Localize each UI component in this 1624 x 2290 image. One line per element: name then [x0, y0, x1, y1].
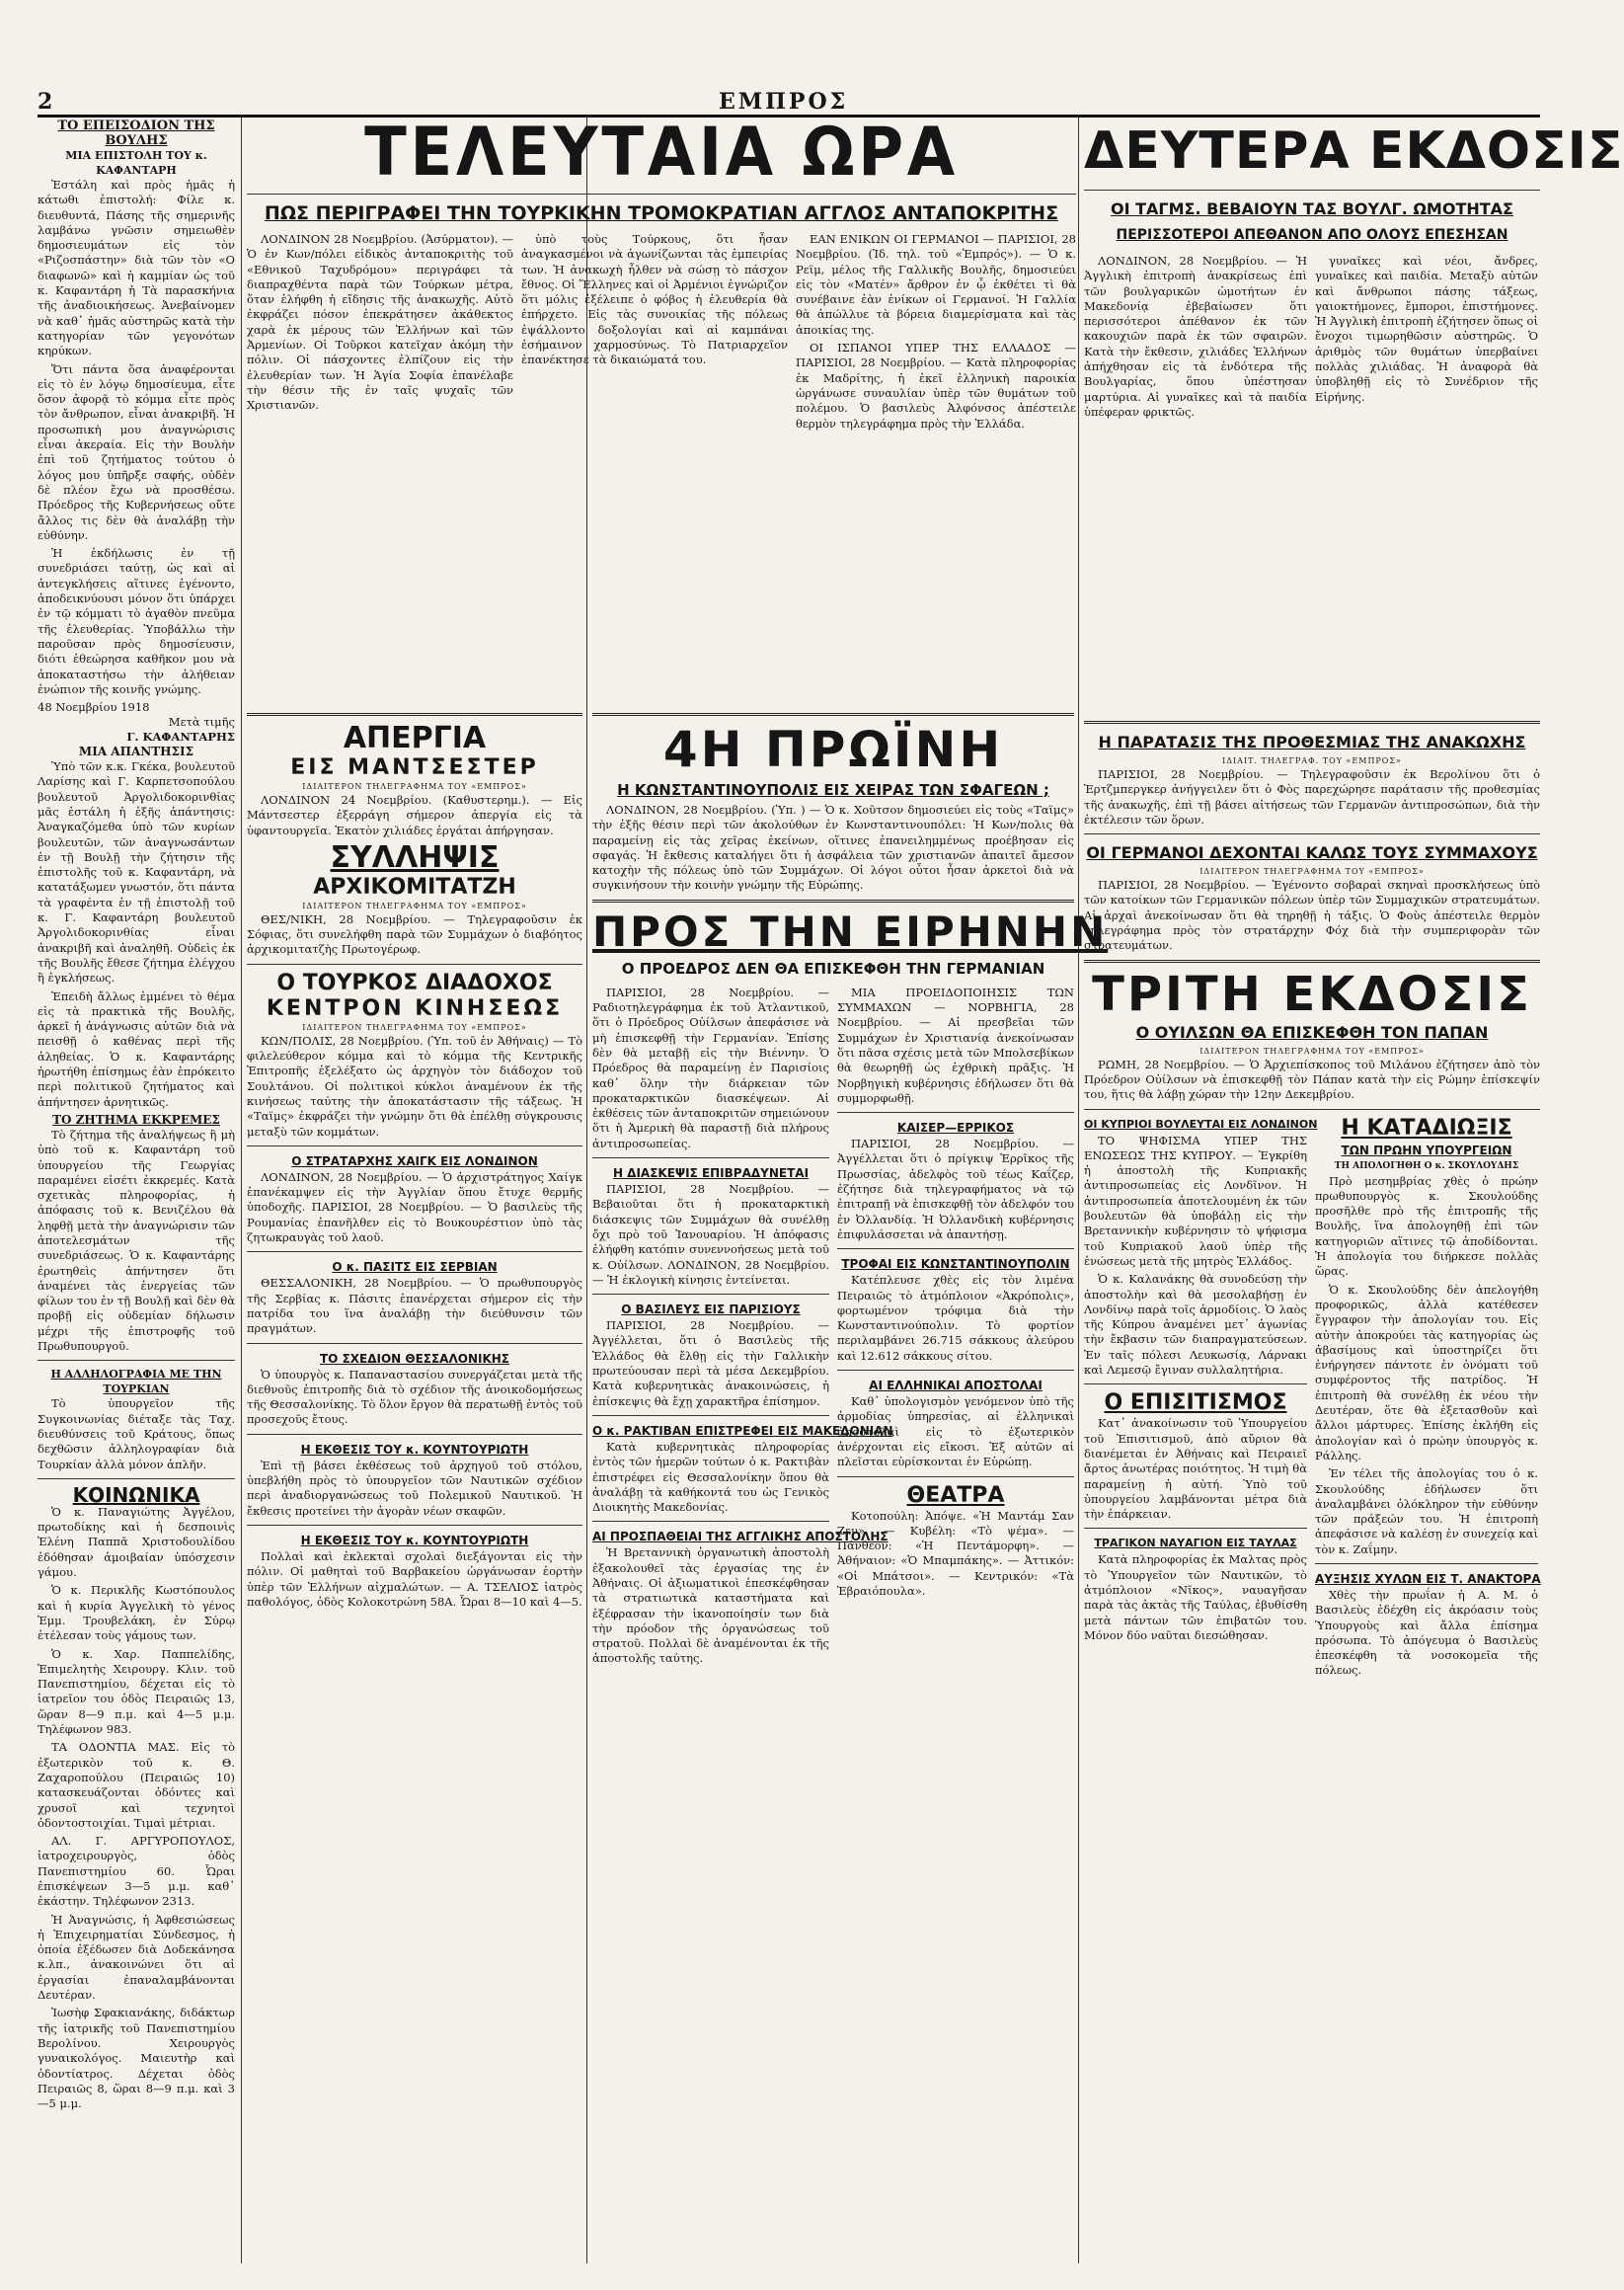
signature-name: Γ. ΚΑΦΑΝΤΑΡΗΣ — [126, 730, 235, 745]
social-item: ΤΑ ΟΔΟΝΤΙΑ ΜΑΣ. Εἰς τὸ ἐξωτερικὸν τοῦ κ. Θ. Ζαχαροπούλου (Πειραιῶς 10) κατασκευάζονται ὀδόντες καὶ χρυσοῖ καὶ τεχνητοὶ ὁδοντοστοιχίαι. Τιμαὶ μέτριαι. — [38, 1740, 235, 1830]
article-paragraph: Τὸ ὑπουργεῖον τῆς Συγκοινωνίας διέταξε τὰς Ταχ. διευθύνσεις τοῦ Κράτους, ὅπως δεχθῶσιν ἀλληλογραφίαν διὰ Τουρκίαν ἀλλὰ μόνον ἁπλῆν. — [38, 1396, 235, 1471]
subarticle-headline: Ο κ. ΡΑΚΤΙΒΑΝ ΕΠΙΣΤΡΕΦΕΙ ΕΙΣ ΜΑΚΕΔΟΝΙΑΝ — [592, 1423, 893, 1438]
article-paragraph: ΠΑΡΙΣΙΟΙ, 28 Νοεμβρίου. — Τηλεγραφοῦσιν ἐκ Βερολίνου ὅτι ὁ Ἐρτζμπεργκερ ἀνήγγειλεν ὅτι ὁ Φὸς παρεχώρησε παράτασιν τῆς προθεσμίας τῆς ἀνακωχῆς, ἐπὶ τῇ βάσει αἰτήσεως τῶν Γερμανῶν ἀντιπροσώπων, διὰ τὴν ἐκτέλεσιν τῶν ὅρων. — [1084, 767, 1540, 827]
issue-headline: ΤΟ ΖΗΤΗΜΑ ΕΚΚΡΕΜΕΣ — [52, 1112, 220, 1127]
article-paragraph: Πρὸ μεσημβρίας χθὲς ὁ πρώην πρωθυπουργὸς κ. Σκουλούδης προσῆλθε πρὸ τῆς ἐπιτροπῆς τῆς Βουλῆς, ἵνα ἀπολογηθῇ ἐπὶ τῶν κατηγοριῶν αἵτινες τῷ ἀποδίδονται. Ἡ ἀπολογία του διήρκεσε πολλὰς ὥρας. — [1315, 1173, 1538, 1279]
article-paragraph: Χθὲς τὴν πρωΐαν ἡ Α. Μ. ὁ Βασιλεὺς ἐδέχθη εἰς ἀκρόασιν τοὺς Ὑπουργοὺς καὶ ἄλλα ἐπίσημα πρόσωπα. Τὸ ἀπόγευμα ὁ Βασιλεὺς ἐπεσκέφθη τὰ νοσοκομεῖα τῆς πόλεως. — [1315, 1587, 1538, 1678]
article-paragraph: Ἐν τέλει τῆς ἀπολογίας του ὁ κ. Σκουλούδης ἐδήλωσεν ὅτι ἀναλαμβάνει ὁλόκληρον τὴν εὐθύνην τῶν πράξεών του. Ἡ ἐπιτροπὴ ἀπεφάσισε νὰ καλέσῃ ἐν συνεχείᾳ καὶ τὸν κ. Ζαΐμην. — [1315, 1466, 1538, 1556]
divider — [592, 713, 1074, 716]
article-paragraph: ΛΟΝΔΙΝΟΝ 28 Νοεμβρίου. (Ἀσύρματον). — Ὁ ἐν Κων/πόλει εἰδικὸς ἀνταποκριτὴς τοῦ «Εθνικοῦ Ταχυδρόμου» περιγράφει τὰ διαπραχθέντα παρὰ τῶν Τούρκων μέτρα, ὅταν ἐλήφθη ἡ εἴδησις τῆς ἀνακωχῆς. Αὐτὸ ἐκφράζει πόσον ἐπεκράτησεν ἀκάθεκτος χαρὰ ἐκ μέρους τῶν Ἑλλήνων καὶ τῶν Ἀρμενίων. Οἱ Τοῦρκοι κατεῖχαν ἀκόμη τὴν πόλιν. Οἱ πάσχοντες ἐλπίζουν εἰς τὴν ἐλευθερίαν των. Ἡ Ἁγία Σοφία ἐπανέλαβε τὴν θέσιν τῆς ἐν ταῖς ψυχαῖς τῶν Χριστιανῶν. — [247, 232, 513, 413]
fourth-morning-subhead: Η ΚΩΝΣΤΑΝΤΙΝΟΥΠΟΛΙΣ ΕΙΣ ΧΕΙΡΑΣ ΤΩΝ ΣΦΑΓΕΩΝ ; — [617, 781, 1049, 799]
article-paragraph: Καθ᾽ ὑπολογισμὸν γενόμενον ὑπὸ τῆς ἁρμοδίας ὑπηρεσίας, αἱ ἑλληνικαὶ ἀποστολαὶ εἰς τὸ ἐξωτερικὸν ἀνέρχονται εἰς εἴκοσι. Ἐξ αὐτῶν αἱ πλεῖσται εὑρίσκονται ἐν Εὐρώπῃ. — [837, 1394, 1074, 1469]
divider — [1084, 833, 1540, 834]
divider — [1084, 1383, 1307, 1384]
paper-name: ΕΜΠΡΟΣ — [719, 89, 849, 115]
divider — [247, 1145, 582, 1146]
subarticle-headline: ΤΡΑΓΙΚΟΝ ΝΑΥΑΓΙΟΝ ΕΙΣ ΤΑΥΛΑΣ — [1094, 1537, 1297, 1550]
subarticle-headline: Ο κ. ΠΑΣΙΤΣ ΕΙΣ ΣΕΡΒΙΑΝ — [332, 1260, 498, 1275]
third-edition-subhead: Ο ΟΥΙΛΣΩΝ ΘΑ ΕΠΙΣΚΕΦΘΗ ΤΟΝ ΠΑΠΑΝ — [1135, 1022, 1489, 1042]
peace-subhead: Ο ΠΡΟΕΔΡΟΣ ΔΕΝ ΘΑ ΕΠΙΣΚΕΦΘΗ ΤΗΝ ΓΕΡΜΑΝΙΑΝ — [621, 959, 1045, 978]
second-edition-section — [1084, 118, 1624, 711]
article-paragraph: Ἡ Βρεταννικὴ ὀργανωτικὴ ἀποστολὴ ἐξακολουθεῖ τὰς ἐργασίας της ἐν Ἀθήναις. Οἱ ἀξιωματικοὶ ἐπεσκέφθησαν τὰ στρατιωτικὰ καταστήματα καὶ ἐξέφρασαν τὴν ἱκανοποίησίν των διὰ τὴν πρόοδον τῆς ὀργανώσεως τοῦ στρατοῦ. Πολλαὶ δὲ ἀναμένονται ἐκ τῆς ἀποστολῆς ταύτης. — [592, 1545, 829, 1666]
subarticle-headline: ΑΙ ΠΡΟΣΠΑΘΕΙΑΙ ΤΗΣ ΑΓΓΛΙΚΗΣ ΑΠΟΣΤΟΛΗΣ — [592, 1530, 889, 1544]
subarticle-headline: Ο ΣΤΡΑΤΑΡΧΗΣ ΧΑΙΓΚ ΕΙΣ ΛΟΝΔΙΝΟΝ — [291, 1153, 538, 1168]
last-hour-subhead: ΠΩΣ ΠΕΡΙΓΡΑΦΕΙ ΤΗΝ ΤΟΥΡΚΙΚΗΝ ΤΡΟΜΟΚΡΑΤΙΑΝ ΑΓΓΛΟΣ ΑΝΤΑΠΟΚΡΙΤΗΣ — [264, 202, 1059, 224]
divider — [1084, 721, 1540, 724]
divider — [592, 900, 1074, 903]
divider — [592, 1521, 829, 1522]
divider — [1315, 1563, 1538, 1564]
prosecution-subhead-2: ΤΗ ΑΠΟΛΟΓΗΘΗ Ο κ. ΣΚΟΥΛΟΥΔΗΣ — [1334, 1160, 1519, 1171]
article-paragraph: Τὸ ζήτημα τῆς ἀναλήψεως ἢ μὴ ὑπὸ τοῦ κ. Καφαντάρη τοῦ ὑπουργείου τῆς Γεωργίας παραμένει εἰσέτι ἐκκρεμές. Κατὰ σχετικὰς πληροφορίας, ἡ ἀπόφασις τοῦ κ. Βενιζέλου θὰ ληφθῇ μετὰ τὴν ἀναγνώρισιν τῶν ἀποτελεσμάτων τῆς συνεδριάσεως. Ὁ κ. Καφαντάρης ἐρωτηθεὶς ἀπήντησεν ὅτι ἀναμένει τὰς ἐνεργείας τῶν φίλων του ἐν τῇ Βουλῇ καὶ δὲν θὰ προβῇ εἰς οὐδεμίαν δήλωσιν μέχρι τῆς ἐπιστροφῆς τοῦ Πρωθυπουργοῦ. — [38, 1127, 235, 1354]
article-paragraph: ΛΟΝΔΙΝΟΝ, 28 Νοεμβρίου. — Ὁ ἀρχιστράτηγος Χαίγκ ἐπανέκαμψεν εἰς τὴν Ἀγγλίαν ὅπου ἔτυχε θερμῆς ὑποδοχῆς. ΠΑΡΙΣΙΟΙ, 28 Νοεμβρίου. — Ὁ βασιλεὺς τῆς Ρουμανίας ἐπανῆλθεν εἰς τὸ Βουκουρέστιον ὑπὸ τὰς ζητωκραυγὰς τοῦ λαοῦ. — [247, 1169, 582, 1245]
column-rule — [1078, 117, 1079, 2263]
article-paragraph: Κατὰ πληροφορίας ἐκ Μαλτας πρὸς τὸ Ὑπουργεῖον τῶν Ναυτικῶν, τὸ ἀτμόπλοιον «Νῖκος», ναυαγῆσαν παρὰ τὰς ἀκτὰς τῆς Ταύλας, ἐβυθίσθη μετὰ πάντων τῶν ἐπιβατῶν του. Μόνον δύο ναῦται διεσώθησαν. — [1084, 1552, 1307, 1642]
divider — [592, 1294, 829, 1295]
divider — [247, 964, 582, 965]
article-paragraph: Ἐπὶ τῇ βάσει ἐκθέσεως τοῦ ἀρχηγοῦ τοῦ στόλου, ὑπεβλήθη πρὸς τὸ ὑπουργεῖον τῶν Ναυτικῶν σχέδιον περὶ ἀναδιοργανώσεως τοῦ Πολεμικοῦ Ναυτικοῦ. Ἡ ἔκθεσις προτείνει τὴν ἀγορὰν νέων σκαφῶν. — [247, 1458, 582, 1518]
divider — [837, 1248, 1074, 1249]
article-paragraph: ΕΑΝ ΕΝΙΚΩΝ ΟΙ ΓΕΡΜΑΝΟΙ — ΠΑΡΙΣΙΟΙ, 28 Νοεμβρίου. (Ἰδ. τηλ. τοῦ «Ἐμπρός»). — Ὁ κ. Ρεϊμ, μέλος τῆς Γαλλικῆς Βουλῆς, δημοσιεύει εἰς τὸν «Ματέν» ἄρθρον ἐν ᾧ ἐκθέτει τὶ θὰ συνέβαινε ἐὰν ἐνίκων οἱ Γερμανοί. Ἡ Γαλλία θὰ ἀπώλλυε τὰ βόρεια διαμερίσματα καὶ τὰς ἀποικίας της. — [796, 232, 1076, 337]
column-3 — [592, 707, 1109, 2263]
divider — [38, 1478, 235, 1479]
reply-headline: ΜΙΑ ΑΠΑΝΤΗΣΙΣ — [78, 745, 194, 759]
provisioning-headline: Ο ΕΠΙΣΙΤΙΣΜΟΣ — [1104, 1390, 1287, 1416]
article-paragraph: ΟΙ ΙΣΠΑΝΟΙ ΥΠΕΡ ΤΗΣ ΕΛΛΑΔΟΣ — ΠΑΡΙΣΙΟΙ, 28 Νοεμβρίου. — Κατὰ πληροφορίας ἐκ Μαδρίτης, ἡ ἐκεῖ ἑλληνικὴ παροικία ὠργάνωσε συναυλίαν ὑπὲρ τῶν θυμάτων τοῦ πολέμου. Ὁ βασιλεὺς Ἀλφόνσος ἀπέστειλε θερμὸν τηλεγράφημα πρὸς τὴν Ἑλλάδα. — [796, 341, 1076, 431]
armistice-headline: Η ΠΑΡΑΤΑΣΙΣ ΤΗΣ ΠΡΟΘΕΣΜΙΑΣ ΤΗΣ ΑΝΑΚΩΧΗΣ — [1098, 733, 1526, 751]
turk-headline: Ο ΤΟΥΡΚΟΣ ΔΙΑΔΟΧΟΣ — [276, 970, 553, 995]
social-item: Ὁ κ. Περικλῆς Κωστόπουλος καὶ ἡ κυρία Ἀγγελικὴ τὸ γένος Ἐμμ. Τρουβελάκη, ἐν Σύρῳ ἐτέλεσαν τοὺς γάμους των. — [38, 1583, 235, 1643]
article-paragraph: ΛΟΝΔΙΝΟΝ 24 Νοεμβρίου. (Καθυστερημ.). — Εἰς Μάντσεστερ ἐξερράγη σήμερον ἀπεργία εἰς τὰ ὑφαντουργεῖα. Ἑκατὸν χιλιάδες ἐργάται ἀπήργησαν. — [247, 793, 582, 837]
wire-credit: ΙΔΙΑΙΤΕΡΟΝ ΤΗΛΕΓΡΑΦΗΜΑ ΤΟΥ «ΕΜΠΡΟΣ» — [1199, 1046, 1425, 1056]
social-item: Ἰωσὴφ Σφακιανάκης, διδάκτωρ τῆς ἰατρικῆς τοῦ Πανεπιστημίου Βερολίνου. Χειρουργὸς γυναικολόγος. Μαιευτὴρ καὶ ὁδοντίατρος. Δέχεται ὁδὸς Πειραιῶς 8, ὥραι 8—9 π.μ. καὶ 3—5 μ.μ. — [38, 2006, 235, 2111]
article-paragraph: ΠΑΡΙΣΙΟΙ, 28 Νοεμβρίου. — Βεβαιοῦται ὅτι ἡ προκαταρκτικὴ διάσκεψις τῶν Συμμάχων θὰ συνέλθῃ ὄχι πρὸ τοῦ Ἰανουαρίου. Ἡ ἀπόφασις ἐλήφθη κατόπιν συνεννοήσεως μετὰ τοῦ κ. Οὐίλσων. ΛΟΝΔΙΝΟΝ, 28 Νοεμβρίου. — Ἡ ἐκλογικὴ κίνησις ἐντείνεται. — [592, 1182, 829, 1287]
divider — [837, 1476, 1074, 1477]
article-subhead: ΜΙΑ ΕΠΙΣΤΟΛΗ ΤΟΥ κ. ΚΑΦΑΝΤΑΡΗ — [65, 149, 207, 177]
social-headline: ΚΟΙΝΩΝΙΚΑ — [72, 1482, 200, 1507]
divider — [247, 1434, 582, 1435]
arrest-subhead: ΑΡΧΙΚΟΜΙΤΑΤΖΗ — [313, 874, 516, 900]
divider — [1084, 1528, 1307, 1529]
article-paragraph: Κατ᾽ ἀνακοίνωσιν τοῦ Ὑπουργείου τοῦ Ἐπισιτισμοῦ, ἀπὸ αὔριον θὰ διανέμεται ἐν Ἀθήναις καὶ Πειραιεῖ ἄρτος ἀνωτέρας ποιότητος. Ἡ τιμὴ θὰ παραμείνῃ ἡ αὐτή. Ὑπὸ τοῦ ὑπουργείου λαμβάνονται μέτρα διὰ τὴν ἐπάρκειαν. — [1084, 1416, 1307, 1522]
divider — [592, 1415, 829, 1416]
column-4 — [1084, 715, 1540, 2263]
last-hour-headline: ΤΕΛΕΥΤΑΙΑ ΩΡΑ — [364, 114, 959, 192]
article-paragraph: γυναῖκες καὶ νέοι, ἄνδρες, γυναῖκες καὶ παιδία. Μεταξὺ αὐτῶν καὶ ἄνθρωποι πάσης τάξεως, γαιοκτήμονες, ἔμποροι, ἐπιστήμονες. Ἡ Ἀγγλικὴ ἐπιτροπὴ ἐζήτησεν ὅπως οἱ ἔνοχοι τιμωρηθῶσιν αὐστηρῶς. Ὁ ἀριθμὸς τῶν θυμάτων ὑπερβαίνει πολλὰς χιλιάδας. Ἡ ἀναφορὰ θὰ ὑποβληθῇ εἰς τὸ Συνέδριον τῆς Εἰρήνης. — [1315, 254, 1538, 404]
divider — [247, 1251, 582, 1252]
article-paragraph: Ὁ κ. Καλανάκης θὰ συνοδεύσῃ τὴν ἀποστολὴν καὶ θὰ μεσολαβήσῃ ἐν Λονδίνῳ παρὰ τοῖς ἀρμοδίοις. Ὁ λαὸς τῆς Κύπρου ἀναμένει μετ᾽ ἀγωνίας τὴν ἔκβασιν τῶν διαπραγματεύσεων. Ἐν ταῖς πόλεσι Λευκωσίᾳ, Λάρνακι καὶ Λεμεσῷ ἔγιναν συλλαλητήρια. — [1084, 1272, 1307, 1378]
column-rule — [241, 117, 242, 2263]
article-paragraph: Ὁ ὑπουργὸς κ. Παπαναστασίου συνεργάζεται μετὰ τῆς διεθνοῦς ἐπιτροπῆς διὰ τὸ σχέδιον τῆς ἀνοικοδομήσεως τῆς Θεσσαλονίκης. Τὸ ὅλον ἔργον θὰ περατωθῇ ἐντὸς τοῦ προσεχοῦς ἔτους. — [247, 1367, 582, 1427]
column-1 — [38, 117, 235, 2263]
article-paragraph: ΤΟ ΨΗΦΙΣΜΑ ΥΠΕΡ ΤΗΣ ΕΝΩΣΕΩΣ ΤΗΣ ΚΥΠΡΟΥ. — Ἐγκρίθη ἡ ἀποστολὴ τῆς Κυπριακῆς ἀντιπροσωπείας εἰς Λονδῖνον. Ἡ ἀντιπροσωπεία ἀποτελουμένη ἐκ τῶν βουλευτῶν θὰ ὑποβάλῃ εἰς τὴν Βρεταννικὴν κυβέρνησιν τὸ ψήφισμα τοῦ Κυπριακοῦ λαοῦ ὑπὲρ τῆς ἑνώσεως μετὰ τῆς μητρὸς Ἑλλάδος. — [1084, 1133, 1307, 1268]
subarticle-headline: ΤΡΟΦΑΙ ΕΙΣ ΚΩΝΣΤΑΝΤΙΝΟΥΠΟΛΙΝ — [841, 1257, 1070, 1272]
social-item: Ὁ κ. Χαρ. Παππελίδης, Ἐπιμελητὴς Χειρουργ. Κλιν. τοῦ Πανεπιστημίου, δέχεται εἰς τὸ ἰατρεῖον του ὁδὸς Πειραιῶς 13, ὥραν 8—9 π.μ. καὶ 4—5 μ.μ. Τηλέφωνον 983. — [38, 1646, 235, 1737]
divider — [1084, 1109, 1540, 1110]
divider — [38, 1360, 235, 1361]
article-paragraph: Πολλαὶ καὶ ἐκλεκταὶ σχολαὶ διεξάγονται εἰς τὴν πόλιν. Οἱ μαθηταὶ τοῦ Βαρβακείου ὠργάνωσαν ἑορτὴν ὑπὲρ τῶν Ἑλλήνων αἰχμαλώτων. — Α. ΤΣΕΛΙΟΣ ἰατρὸς παθολόγος, ὁδὸς Κολοκοτρώνη 58Α. Ὧραι 8—10 καὶ 4—5. — [247, 1548, 582, 1609]
article-paragraph: ΜΙΑ ΠΡΟΕΙΔΟΠΟΙΗΣΙΣ ΤΩΝ ΣΥΜΜΑΧΩΝ — ΝΟΡΒΗΓΙΑ, 28 Νοεμβρίου. — Αἱ πρεσβεῖαι τῶν Συμμάχων ἐν Χριστιανίᾳ ἀνεκοίνωσαν ὅτι πᾶσα σχέσις μετὰ τῶν Μπολσεβίκων θὰ θεωρηθῇ ὡς ἐχθρικὴ πρᾶξις. Ἡ Νορβηγικὴ κυβέρνησις ἐδήλωσεν ὅτι θὰ συμμορφωθῇ. — [837, 985, 1074, 1105]
wire-credit: ΙΔΙΑΙΤ. ΤΗΛΕΓΡΑΦ. ΤΟΥ «ΕΜΠΡΟΣ» — [1222, 756, 1402, 765]
article-paragraph: Ὑπὸ τῶν κ.κ. Γκέκα, βουλευτοῦ Λαρίσης καὶ Γ. Καρπετσοπούλου βουλευτοῦ Ἀργολιδοκορινθίας μᾶς ἐστάλη ἡ ἑξῆς ἀπάντησις: Ἀναγκαζόμεθα ὑπὸ τῶν κυρίων βουλευτῶν, τῶν ἀναγνωσάντων ἐν τῇ Βουλῇ τὴν ζήτησιν τῆς ἐπιστολῆς τοῦ κ. Καφαντάρη, νὰ κατατάξωμεν γνωστόν, ὅτι πάντα τὰ γραφέντα ἐν τῇ ἐπιστολῇ τοῦ κ. Γ. Καφαντάρη βουλευτοῦ Ἀργολιδοκορινθίας εἶναι ἀνακριβῆ καὶ ἀναληθῆ. Οὐδεὶς ἐκ τῆς Βουλῆς ἔθεσε ζήτημα ἐλέγχου ἢ ἐγκλήσεως. — [38, 759, 235, 986]
newspaper-page — [38, 95, 1624, 2263]
subarticle-headline: Η ΔΙΑΣΚΕΨΙΣ ΕΠΙΒΡΑΔΥΝΕΤΑΙ — [612, 1166, 810, 1181]
divider — [1084, 960, 1540, 963]
strike-headline: ΑΠΕΡΓΙΑ — [343, 721, 487, 755]
article-paragraph: Ἐπειδὴ ἄλλως ἐμμένει τὸ θέμα εἰς τὰ πρακτικὰ τῆς Βουλῆς, ἀρκεῖ ἡ ἀνάγνωσις αὐτῶν διὰ νὰ πεισθῇ ὁ καθένας περὶ τῆς ἀληθείας. Ὁ κ. Καφαντάρης ἠρωτήθη ἐπίσημως ἐὰν ἐπρόκειτο περὶ πολιτικοῦ ζητήματος καὶ ἀπήντησεν ἀρνητικῶς. — [38, 988, 235, 1109]
page-number: 2 — [38, 89, 53, 115]
subarticle-headline: Ο ΒΑΣΙΛΕΥΣ ΕΙΣ ΠΑΡΙΣΙΟΥΣ — [621, 1303, 801, 1317]
article-paragraph: Ἡ ἐκδήλωσις ἐν τῇ συνεδριάσει ταύτῃ, ὡς καὶ αἱ ἀντεγκλήσεις αἵτινες ἐγένοντο, ἀποδεικνύουσι μόνον ὅτι ὑπάρχει ἐν τῷ κόμματι τὸ ἀγαθὸν πνεῦμα τῆς ἐλευθερίας. Ὑποβάλλω τὴν παροῦσαν πρὸς δημοσίευσιν, διότι ἐθεώρησα καθῆκον μου νὰ ἀποκαταστήσω τὴν ἀλήθειαν ἐνώπιον τῆς κοινῆς γνώμης. — [38, 546, 235, 696]
subarticle-headline: ΚΑΙΣΕΡ—ΕΡΡΙΚΟΣ — [896, 1121, 1015, 1136]
last-hour-section — [247, 114, 1076, 701]
article-paragraph: ΠΑΡΙΣΙΟΙ, 28 Νοεμβρίου. — Ραδιοτηλεγράφημα ἐκ τοῦ Ἀτλαντικοῦ, ὅτι ὁ Πρόεδρος Οὐίλσων ἀπεφάσισε νὰ μὴ ἐπισκεφθῇ τὴν Γερμανίαν. Ἐπίσης δὲν θὰ μεταβῇ εἰς τὴν Βιέννην. Ὁ Πρόεδρος θὰ παραμείνῃ ἐν Παρισίοις καθ᾽ ὅλην τὴν διάρκειαν τῶν προκαταρκτικῶν διασκέψεων. Αἱ ἐκθέσεις τῶν ἀνταποκριτῶν σημειώνουν ὅτι ἡ Ἀμερικὴ θὰ παραστῇ διὰ πλήρους ἀντιπροσωπείας. — [592, 985, 829, 1150]
wire-credit: ΙΔΙΑΙΤΕΡΟΝ ΤΗΛΕΓΡΑΦΗΜΑ ΤΟΥ «ΕΜΠΡΟΣ» — [302, 1022, 527, 1032]
divider — [247, 1343, 582, 1344]
article-paragraph: ΚΩΝ/ΠΟΛΙΣ, 28 Νοεμβρίου. (Ὑπ. τοῦ ἐν Ἀθήναις) — Τὸ φιλελεύθερον κόμμα καὶ τὸ κόμμα τῆς Κεντρικῆς Ἐπιτροπῆς ἐξελέξατο ὡς ἀρχηγὸν τὸν διάδοχον τοῦ Σουλτάνου. Οἱ πολιτικοὶ κύκλοι ἀναμένουν ἐκ τῆς κινήσεως ταύτης τὴν ἀποκατάστασιν τῆς τάξεως. Ἡ «Ταϊμς» ἐκφράζει τὴν γνώμην ὅτι θὰ ἐπέλθῃ σύγκρουσις μεταξὺ τῶν κομμάτων. — [247, 1033, 582, 1139]
article-paragraph: Ἐστάλη καὶ πρὸς ἡμᾶς ἡ κάτωθι ἐπιστολή: Φίλε κ. διευθυντά, Πάσης τῆς σημερινῆς λαμβάνω γνῶσιν σημειωθὲν δημοσιευμάτων εἰς τὸν «Ριζοσπάστην» διὰ τῶν τὸν «Ο διαφωνῶ» καὶ ἡ καμμίαν ὡς τοῦ κ. Καφαντάρη ἡ Τὰ παρασκήνια τῆς ἀναδιοικήσεως. Ἀνεβαίνομεν νὰ καθ᾽ ἡμᾶς αὐστηρῶς κατὰ τὴν κατηγορίαν τῶν γεγονότων κηρύκων. — [38, 178, 235, 358]
divider — [837, 1112, 1074, 1113]
turk-subhead: ΚΕΝΤΡΟΝ ΚΙΝΗΣΕΩΣ — [266, 995, 564, 1021]
article-paragraph: Ὅτι πάντα ὅσα ἀναφέρονται εἰς τὸ ἐν λόγῳ δημοσίευμα, εἶτε ὅσον ἀφορᾷ τὸ κόμμα εἶτε πρὸς τὸν ἄνθρωπον, εἶναι ἀνακριβῆ. Ἡ προσωπικὴ μου ἀναγνώρισις εἶναι ἀκεραία. Εἰς τὴν Βουλὴν ἐπὶ τοῦ ζητήματος τούτου ὁ λόγος μου ὑπῆρξε σαφής, οὐδὲν δὲ πλέον ἔχω νὰ προσθέσω. Πρόεδρος τῆς Κυβερνήσεως οὔτε ἄλλος τις δὲν θὰ ἀναλάβῃ τὴν εὐθύνην. — [38, 361, 235, 542]
prosecution-headline: Η ΚΑΤΑΔΙΩΞΙΣ — [1341, 1115, 1512, 1141]
subarticle-headline: ΤΟ ΣΧΕΔΙΟΝ ΘΕΣΣΑΛΟΝΙΚΗΣ — [320, 1351, 509, 1366]
second-edition-subhead-2: ΠΕΡΙΣΣΟΤΕΡΟΙ ΑΠΕΘΑΝΟΝ ΑΠΟ ΟΛΟΥΣ ΕΠΕΣΗΣΑΝ — [1116, 227, 1508, 243]
divider — [592, 1157, 829, 1158]
arrest-headline: ΣΥΛΛΗΨΙΣ — [330, 839, 500, 875]
wire-credit: ΙΔΙΑΙΤΕΡΟΝ ΤΗΛΕΓΡΑΦΗΜΑ ΤΟΥ «ΕΜΠΡΟΣ» — [302, 782, 527, 791]
article-paragraph: ΘΕΣ/ΝΙΚΗ, 28 Νοεμβρίου. — Τηλεγραφοῦσιν ἐκ Σόφιας, ὅτι συνελήφθη παρὰ τῶν Συμμάχων ὁ διαβόητος ἀρχικομιτατζὴς Πρωτογέρωφ. — [247, 911, 582, 957]
article-paragraph: ΛΟΝΔΙΝΟΝ, 28 Νοεμβρίου. (Ὑπ. ) — Ὁ κ. Χοῦτσον δημοσιεύει εἰς τοὺς «Ταϊμς» τὴν ἑξῆς θέσιν περὶ τῶν ἀκολούθων ἐν Κωνσταντινουπόλει: Ἡ Κων/πολις θὰ παραμείνῃ εἰς τὰς χεῖρας ἐκείνων, οἵτινες ἐπανειλημμένως προέβησαν εἰς σφαγάς. Ἡ ἔκθεσις καταλήγει ὅτι ἡ ἀσφάλεια τῶν χριστιανῶν ἀπαιτεῖ ἄμεσον κατοχὴν τῆς πόλεως ὑπὸ τῶν Συμμάχων. Οἱ λόγοι οὗτοι ἦσαν ἀρκετοὶ διὰ νὰ συγκινήσουν τὴν κοινὴν γνώμην τῆς Εὐρώπης. — [592, 803, 1074, 893]
subarticle-headline: ΑΥΞΗΣΙΣ ΧΥΛΩΝ ΕΙΣ Τ. ΑΝΑΚΤΟΡΑ — [1315, 1571, 1541, 1586]
prosecution-subhead: ΤΩΝ ΠΡΩΗΝ ΥΠΟΥΡΓΕΙΩΝ — [1341, 1143, 1512, 1157]
article-paragraph: ΠΑΡΙΣΙΟΙ, 28 Νοεμβρίου. — Ἀγγέλλεται ὅτι ὁ πρίγκιψ Ἐρρῖκος τῆς Πρωσσίας, ἀδελφὸς τοῦ τέως Καΐζερ, ἐζήτησε διὰ τηλεγραφήματος νὰ τῷ ἐπιτραπῇ νὰ ἐπισκεφθῇ τὸν ἀδελφόν του ἐν Ὀλλανδίᾳ. Ἡ Ὀλλανδικὴ κυβέρνησις ἐπιφυλάσσεται νὰ ἀπαντήσῃ. — [837, 1137, 1074, 1241]
divider — [247, 194, 1076, 195]
column-2 — [247, 707, 582, 2263]
third-edition-headline: ΤΡΙΤΗ ΕΚΔΟΣΙΣ — [1092, 966, 1532, 1022]
theatre-headline: ΘΕΑΤΡΑ — [906, 1482, 1005, 1508]
article-headline: ΤΟ ΕΠΕΙΣΟΔΙΟΝ ΤΗΣ ΒΟΥΛΗΣ — [57, 118, 215, 148]
subarticle-headline: ΟΙ ΚΥΠΡΙΟΙ ΒΟΥΛΕΥΤΑΙ ΕΙΣ ΛΟΝΔΙΝΟΝ — [1084, 1117, 1318, 1131]
fourth-morning-headline: 4Η ΠΡΩΪΝΗ — [662, 721, 1004, 778]
social-item: Ὁ κ. Παναγιώτης Ἀγγέλου, πρωτοδίκης καὶ ἡ δεσποινὶς Ἑλένη Παππᾶ Χριστοδουλίδου ἐδόθησαν ἀμοιβαίαν ὑπόσχεσιν γάμου. — [38, 1504, 235, 1580]
second-edition-subhead: ΟΙ ΤΑΓΜΣ. ΒΕΒΑΙΟΥΝ ΤΑΣ ΒΟΥΛΓ. ΩΜΟΤΗΤΑΣ — [1111, 199, 1513, 218]
article-paragraph: ὑπὸ τοὺς Τούρκους, ὅτι ἦσαν ἀναγκασμένοι νὰ ἀγωνίζωνται τὰς ἐμπειρίας των. Ἡ ἀνακωχὴ ἦλθεν νὰ σώσῃ τὸ πάσχον ἔθνος. Οἱ Ἕλληνες καὶ οἱ Ἀρμένιοι ἐγνώριζον ὅτι μόλις ἐξέλειπε ὁ φόβος ἡ ἐλευθερία θὰ ἐπήρχετο. Εἰς τὰς συνοικίας τῆς πόλεως ἐψάλλοντο δοξολογίαι καὶ αἱ καμπάναι ἐσήμαινον χαρμοσύνως. Τὸ Πατριαρχεῖον ἐπανέκτησε τὰ δικαιώματά του. — [521, 232, 788, 367]
divider — [837, 1370, 1074, 1371]
article-paragraph: ΠΑΡΙΣΙΟΙ, 28 Νοεμβρίου. — Ἐγένοντο σοβαραὶ σκηναὶ προσκλήσεως ὑπὸ τῶν κατοίκων τῶν Γερμανικῶν πόλεων ὑπὲρ τῶν Συμμαχικῶν στρατευμάτων. Αἱ ἀρχαὶ ἀνεκοίνωσαν ὅτι θὰ τηρηθῇ ἡ τάξις. Ὁ Φοὺς ἀπέστειλε θερμὸν τηλεγράφημα πρὸς τὸν στρατάρχην Φόχ διὰ τὴν συμπεριφορὰν τῶν στρατευμάτων. — [1084, 878, 1540, 953]
social-item: ΑΛ. Γ. ΑΡΓΥΡΟΠΟΥΛΟΣ, ἰατροχειρουργὸς, ὁδὸς Πανεπιστημίου 60. Ὧραι ἐπισκέψεων 3—5 μ.μ. καθ᾽ ἑκάστην. Τηλέφωνον 2313. — [38, 1834, 235, 1909]
germans-headline: ΟΙ ΓΕΡΜΑΝΟΙ ΔΕΧΟΝΤΑΙ ΚΑΛΩΣ ΤΟΥΣ ΣΥΜΜΑΧΟΥΣ — [1086, 843, 1538, 863]
article-paragraph: Ὁ κ. Σκουλούδης δὲν ἀπελογήθη προφορικῶς, ἀλλὰ κατέθεσεν ἔγγραφον τὴν ἀπολογίαν του. Εἰς αὐτὴν ἀποκρούει τὰς κατηγορίας ὡς ἀβασίμους καὶ ὑποστηρίζει ὅτι ἐνήργησεν πάντοτε ἐν ὀνόματι τοῦ συμφέροντος τῆς πατρίδος. Ἡ ἐπιτροπὴ θὰ συνέλθῃ ἐκ νέου τὴν Δευτέραν, ὅτε θὰ ἐξετασθοῦν καὶ ἄλλοι μάρτυρες. Ἐπίσης ἐκλήθη εἰς ἀπολογίαν καὶ ὁ πρώην ὑπουργὸς κ. Ράλλης. — [1315, 1282, 1538, 1462]
signature-date: 48 Νοεμβρίου 1918 — [38, 700, 150, 715]
divider — [1084, 190, 1540, 191]
peace-headline: ΠΡΟΣ ΤΗΝ ΕΙΡΗΝΗΝ — [592, 907, 1109, 956]
article-paragraph: ΛΟΝΔΙΝΟΝ, 28 Νοεμβρίου. — Ἡ Ἀγγλικὴ ἐπιτροπὴ ἀνακρίσεως ἐπὶ τῶν βουλγαρικῶν ὠμοτήτων ἐν Μακεδονίᾳ ἐβεβαίωσεν ὅτι περισσότεροι ἀπέθανον ἐκ τῶν κακουχιῶν παρὰ ἐκ τῶν σφαιρῶν. Κατὰ τὴν ἔκθεσιν, χιλιάδες Ἑλλήνων ἀπήχθησαν εἰς τὰ ἐνδότερα τῆς Βουλγαρίας, ὅπου ὑπέστησαν μαρτύρια. Αἱ γυναῖκες καὶ τὰ παιδία ὑπέφεραν φρικτῶς. — [1084, 254, 1307, 419]
article-paragraph: ΡΩΜΗ, 28 Νοεμβρίου. — Ὁ Ἀρχιεπίσκοπος τοῦ Μιλάνου ἐζήτησεν ἀπὸ τὸν Πρόεδρον Οὐίλσων νὰ ἐπισκεφθῇ τὸν Πάπαν κατὰ τὴν εἰς Ρώμην ἐπίσκεψίν του, ἥτις θὰ λάβῃ χώραν τὴν 12ην Δεκεμβρίου. — [1084, 1057, 1540, 1102]
divider — [247, 713, 582, 716]
article-paragraph: Κοτοπούλη: Ἀπόψε. «Ἡ Μαντάμ Σαν Ζεν». — Κυβέλη: «Τὸ ψέμα». — Πάνθεον: «Ἡ Πεντάμορφη». — Ἀθήναιον: «Ὁ Μπαμπάκης». — Ἀττικόν: «Οἱ Μπάτσοι». — Κεντρικόν: «Τὰ Ἑβραιόπουλα». — [837, 1508, 1074, 1598]
article-paragraph: Κατὰ κυβερνητικὰς πληροφορίας ἐντὸς τῶν ἡμερῶν τούτων ὁ κ. Ρακτιβὰν ἐπιστρέφει εἰς Θεσσαλονίκην ὅπου θὰ ἀναλάβῃ τὰ καθήκοντά του ὡς Γενικὸς Διοικητὴς Μακεδονίας. — [592, 1439, 829, 1515]
signature-greeting: Μετὰ τιμῆς — [168, 715, 235, 730]
article-paragraph: ΠΑΡΙΣΙΟΙ, 28 Νοεμβρίου. — Ἀγγέλλεται, ὅτι ὁ Βασιλεὺς τῆς Ἑλλάδος θὰ ἔλθῃ εἰς τὴν Γαλλικὴν πρωτεύουσαν περὶ τὰ μέσα Δεκεμβρίου. Κατὰ κυβερνητικὰς ἀνακοινώσεις, ἡ ἐπίσκεψις θὰ ἔχῃ χαρακτῆρα ἐπίσημον. — [592, 1318, 829, 1408]
wire-credit: ΙΔΙΑΙΤΕΡΟΝ ΤΗΛΕΓΡΑΦΗΜΑ ΤΟΥ «ΕΜΠΡΟΣ» — [302, 901, 527, 910]
correspondence-headline: Η ΑΛΛΗΛΟΓΡΑΦΙΑ ΜΕ ΤΗΝ ΤΟΥΡΚΙΑΝ — [50, 1368, 222, 1396]
strike-subhead: ΕΙΣ ΜΑΝΤΣΕΣΤΕΡ — [290, 755, 539, 780]
subarticle-headline: ΑΙ ΕΛΛΗΝΙΚΑΙ ΑΠΟΣΤΟΛΑΙ — [869, 1379, 1043, 1393]
wire-credit: ΙΔΙΑΙΤΕΡΟΝ ΤΗΛΕΓΡΑΦΗΜΑ ΤΟΥ «ΕΜΠΡΟΣ» — [1199, 867, 1425, 877]
article-paragraph: ΘΕΣΣΑΛΟΝΙΚΗ, 28 Νοεμβρίου. — Ὁ πρωθυπουργὸς τῆς Σερβίας κ. Πάσιτς ἐπανέρχεται σήμερον εἰς τὴν πατρίδα του ἵνα ἀναλάβῃ τὴν διεύθυνσιν τῶν πραγμάτων. — [247, 1276, 582, 1336]
second-edition-headline: ΔΕΥΤΕΡΑ ΕΚΔΟΣΙΣ — [1084, 121, 1624, 181]
social-item: Ἡ Ἀναγνώσις, ἡ Ἀφθεσιώσεως ἡ Ἐπιχειρηματίαι Σύνδεσμος, ἡ ὁποία ἐξέδωσεν διὰ Δοδεκάνησα κ.λπ., ἀνακοινώνει ὅτι αἱ ἐργασίαι ἐπαναλαμβάνονται Δευτέραν. — [38, 1912, 235, 2003]
divider — [247, 1525, 582, 1526]
subarticle-headline: Η ΕΚΘΕΣΙΣ ΤΟΥ κ. ΚΟΥΝΤΟΥΡΙΩΤΗ — [300, 1442, 529, 1457]
article-paragraph: Κατέπλευσε χθὲς εἰς τὸν λιμένα Πειραιῶς τὸ ἀτμόπλοιον «Ἀκρόπολις», φορτωμένον τρόφιμα διὰ τὴν Κωνσταντινούπολιν. Τὸ φορτίον περιλαμβάνει 26.715 σάκκους ἀλεύρου καὶ 12.612 σάκκους σίτου. — [837, 1273, 1074, 1363]
subarticle-headline: Η ΕΚΘΕΣΙΣ ΤΟΥ κ. ΚΟΥΝΤΟΥΡΙΩΤΗ — [300, 1533, 529, 1547]
